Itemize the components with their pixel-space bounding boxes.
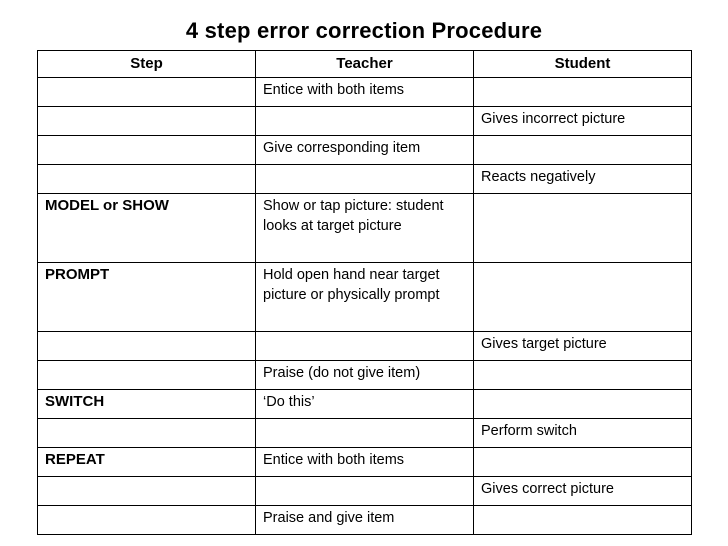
step-cell: MODEL or SHOW (38, 194, 256, 263)
student-cell (474, 361, 692, 390)
table-row (38, 361, 692, 390)
student-cell (474, 263, 692, 332)
step-cell (38, 419, 256, 448)
table-row (38, 477, 692, 506)
teacher-cell: Entice with both items (256, 448, 474, 477)
step-cell (38, 136, 256, 165)
table-row (38, 419, 692, 448)
step-cell (38, 78, 256, 107)
teacher-cell (256, 332, 474, 361)
teacher-cell (256, 107, 474, 136)
step-cell (38, 107, 256, 136)
table-header-row (38, 51, 692, 78)
student-cell: Perform switch (474, 419, 692, 448)
column-header-teacher: Teacher (256, 51, 474, 78)
teacher-cell: Give corresponding item (256, 136, 474, 165)
teacher-cell: Hold open hand near target picture or physically prompt (256, 263, 474, 332)
teacher-cell: Praise (do not give item) (256, 361, 474, 390)
step-cell: REPEAT (38, 448, 256, 477)
step-cell: SWITCH (38, 390, 256, 419)
step-cell (38, 477, 256, 506)
teacher-cell: Show or tap picture: student looks at target picture (256, 194, 474, 263)
teacher-cell: Praise and give item (256, 506, 474, 535)
teacher-cell (256, 477, 474, 506)
student-cell (474, 448, 692, 477)
table-row (38, 332, 692, 361)
table-row (38, 448, 692, 477)
table-row (38, 263, 692, 332)
table-row (38, 194, 692, 263)
table-row (38, 136, 692, 165)
step-cell (38, 332, 256, 361)
table-row (38, 506, 692, 535)
step-cell (38, 165, 256, 194)
page-title: 4 step error correction Procedure (185, 18, 543, 43)
teacher-cell: ‘Do this’ (256, 390, 474, 419)
student-cell: Gives correct picture (474, 477, 692, 506)
student-cell (474, 78, 692, 107)
table-row (38, 390, 692, 419)
table-row (38, 107, 692, 136)
column-header-student: Student (474, 51, 692, 78)
student-cell (474, 390, 692, 419)
student-cell (474, 506, 692, 535)
teacher-cell: Entice with both items (256, 78, 474, 107)
student-cell (474, 136, 692, 165)
step-cell (38, 361, 256, 390)
procedure-table (37, 50, 692, 535)
column-header-step: Step (38, 51, 256, 78)
student-cell: Reacts negatively (474, 165, 692, 194)
table-row (38, 165, 692, 194)
step-cell (38, 506, 256, 535)
step-cell: PROMPT (38, 263, 256, 332)
student-cell: Gives target picture (474, 332, 692, 361)
teacher-cell (256, 419, 474, 448)
student-cell: Gives incorrect picture (474, 107, 692, 136)
table-row (38, 78, 692, 107)
teacher-cell (256, 165, 474, 194)
student-cell (474, 194, 692, 263)
